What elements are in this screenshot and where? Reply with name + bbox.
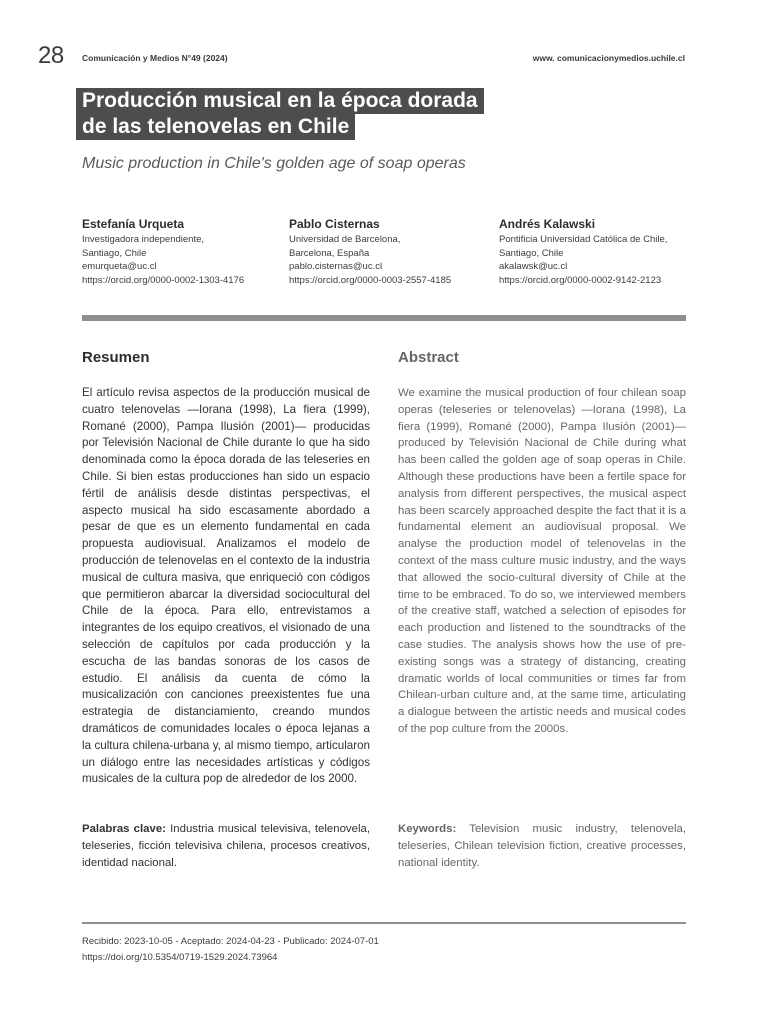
author-affiliation: Pontificia Universidad Católica de Chile, (499, 234, 668, 245)
doi-link[interactable]: https://doi.org/10.5354/0719-1529.2024.73964 (82, 952, 278, 963)
keywords-list: Industria musical televisiva, telenovela, teleseries, ficción televisiva chilena, procesos creativos, identidad nacional. (82, 823, 370, 869)
page-number: 28 (38, 42, 64, 69)
resumen-keywords (82, 821, 370, 872)
author-block (499, 216, 704, 287)
section-divider (82, 315, 686, 321)
author-name: Estefanía Urqueta (82, 217, 185, 231)
footer-divider (82, 922, 686, 924)
author-location: Santiago, Chile (82, 247, 147, 259)
author-location: Santiago, Chile (499, 247, 564, 259)
keywords-list: Television music industry, telenovela, teleseries, Chilean television fiction, creative processes, national identity. (398, 823, 686, 869)
author-email[interactable]: pablo.cisternas@uc.cl (289, 261, 383, 272)
author-location: Barcelona, España (289, 247, 370, 259)
author-name: Andrés Kalawski (499, 217, 596, 231)
article-title (76, 88, 484, 140)
author-orcid[interactable]: https://orcid.org/0000-0002-1303-4176 (82, 274, 245, 286)
author-name: Pablo Cisternas (289, 217, 380, 231)
author-block (289, 216, 494, 287)
abstract-heading: Abstract (398, 349, 459, 366)
publication-dates: Recibido: 2023-10-05 - Aceptado: 2024-04-23 - Publicado: 2024-07-01 (82, 936, 379, 947)
author-orcid[interactable]: https://orcid.org/0000-0003-2557-4185 (289, 274, 452, 286)
article-subtitle: Music production in Chile's golden age of soap operas (82, 155, 466, 172)
journal-url[interactable]: www. comunicacionymedios.uchile.cl (532, 53, 685, 63)
author-email[interactable]: emurqueta@uc.cl (82, 261, 157, 272)
abstract-body: We examine the musical production of four chilean soap operas (teleseries or telenovelas) —Iorana (1998), La fiera (1999), Romané (2000), Pampa Ilusión (2001)— produced by Televisión Nacional de Chile during what has been called the golden age of soap operas in Chile. Although these productions have been a fertile space for analysis from different perspectives, the musical aspect has been scarcely approached despite the fact that it is a fundamental element an audiovisual proposal. We analyse the production model of telenovelas in the context of the mass culture music industry, and the ways that allowed the socio-cultural diversity of Chile at the time to be embraced. To do so, we interviewed members of the creative staff, watched a selection of episodes for each production and listened to the soundtracks of the case studies. The analysis shows how the use of pre-existing songs was a strategy of distancing, creating dramatic worlds of local communities or times far from Chilean-urban culture and, at the same time, articulating a dialogue between the artistic needs and musical codes of the pop culture from the 2000s. (398, 387, 686, 735)
author-affiliation: Universidad de Barcelona, (289, 234, 401, 245)
resumen-heading: Resumen (82, 349, 150, 366)
author-orcid[interactable]: https://orcid.org/0000-0002-9142-2123 (499, 274, 662, 286)
keywords-label: Keywords: (398, 823, 457, 835)
keywords-label: Palabras clave: (82, 823, 166, 835)
resumen-body: El artículo revisa aspectos de la producción musical de cuatro telenovelas —Iorana (1998), La fiera (1999), Romané (2000), Pampa Ilusión (2001)— producidas por Televisión Nacional de Chile durante lo que ha sido denominada como la época dorada de las teleseries en Chile. Si bien estas producciones han sido un espacio fértil de análisis desde distintas perspectivas, el aspecto musical ha sido escasamente abordado a pesar de que es un elemento fundamental en cada propuesta audiovisual. Analizamos el modelo de producción de telenovelas en el contexto de la industria musical de cultura masiva, que enriqueció con códigos que permitieron abarcar la diversidad sociocultural del Chile de la época. Para ello, entrevistamos a integrantes de los equipo creativos, el visionado de una selección de capítulos por cada producción y la escucha de las bandas sonoras de los casos de estudio. El análisis da cuenta de cómo la musicalización con canciones preexistentes fue una estrategia de distanciamiento, creando mundos dramáticos de comunidades locales o época lejanas a la cultura chilena-urbana y, al mismo tiempo, articularon un diálogo entre las necesidades artísticas y códigos musicales de la cultura pop de alrededor de los 2000. (82, 386, 370, 786)
author-block (82, 216, 287, 287)
title-line-1: Producción musical en la época dorada (76, 88, 484, 114)
title-line-2: de las telenovelas en Chile (76, 114, 355, 140)
abstract-keywords (398, 821, 686, 872)
journal-running-head: Comunicación y Medios N°49 (2024) (82, 53, 228, 63)
author-email[interactable]: akalawsk@uc.cl (499, 261, 568, 272)
author-affiliation: Investigadora independiente, (82, 234, 205, 245)
